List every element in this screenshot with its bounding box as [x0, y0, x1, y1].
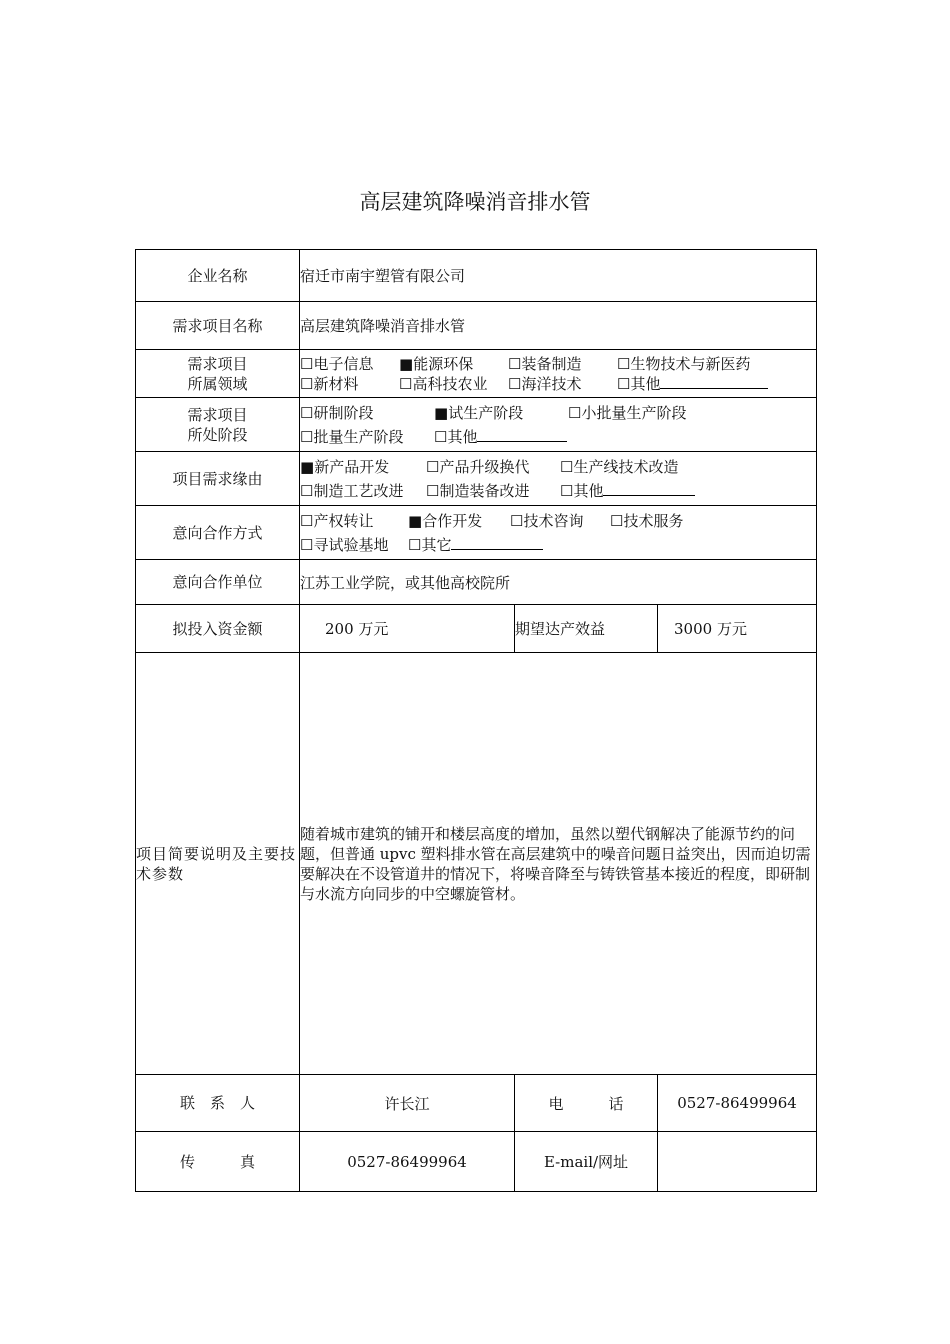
checkbox-icon: ☐ — [617, 354, 631, 373]
checkbox-checked-icon: ■ — [399, 354, 414, 373]
contact-person-label: 联 系 人 — [136, 1075, 300, 1132]
checkbox-icon: ☐ — [560, 481, 574, 500]
fill-in-blank[interactable] — [603, 481, 695, 496]
stage-option-small-batch[interactable]: ☐小批量生产阶段 — [568, 403, 687, 422]
domain-option-agriculture[interactable]: ☐高科技农业 — [399, 374, 488, 393]
fax-value: 0527-86499964 — [300, 1132, 515, 1192]
mode-option-consulting[interactable]: ☐技术咨询 — [510, 511, 584, 530]
checkbox-icon: ☐ — [510, 511, 524, 530]
reason-option-upgrade[interactable]: ☐产品升级换代 — [426, 457, 530, 476]
fax-row — [136, 1132, 817, 1192]
domain-label-line2: 所属领域 — [187, 374, 248, 393]
domain-option-energy[interactable]: ■能源环保 — [399, 354, 474, 373]
checkbox-icon: ☐ — [300, 535, 314, 554]
domain-option-biotech[interactable]: ☐生物技术与新医药 — [617, 354, 751, 373]
domain-option-marine[interactable]: ☐海洋技术 — [508, 374, 582, 393]
reason-option-equipment[interactable]: ☐制造装备改进 — [426, 481, 530, 500]
company-label: 企业名称 — [136, 250, 300, 302]
benefit-label: 期望达产效益 — [515, 605, 658, 653]
reason-option-process[interactable]: ☐制造工艺改进 — [300, 481, 404, 500]
description-label: 项目简要说明及主要技术参数 — [136, 653, 300, 1075]
investment-value: 200 万元 — [300, 605, 515, 653]
phone-value: 0527-86499964 — [658, 1075, 817, 1132]
stage-option-mass[interactable]: ☐批量生产阶段 — [300, 427, 404, 446]
domain-option-other[interactable]: ☐其他 — [617, 374, 768, 394]
domain-option-materials[interactable]: ☐新材料 — [300, 374, 359, 393]
project-name-value: 高层建筑降噪消音排水管 — [300, 302, 817, 350]
company-value: 宿迁市南宇塑管有限公司 — [300, 250, 817, 302]
checkbox-icon: ☐ — [568, 403, 582, 422]
mode-option-transfer[interactable]: ☐产权转让 — [300, 511, 374, 530]
checkbox-checked-icon: ■ — [434, 403, 449, 422]
description-row — [136, 653, 817, 1075]
checkbox-icon: ☐ — [610, 511, 624, 530]
reason-options — [300, 452, 817, 506]
checkbox-icon: ☐ — [300, 481, 314, 500]
checkbox-checked-icon: ■ — [408, 511, 423, 530]
stage-option-other[interactable]: ☐其他 — [434, 425, 567, 449]
fax-label: 传 真 — [136, 1132, 300, 1192]
stage-label-line2: 所处阶段 — [187, 425, 248, 444]
reason-option-other[interactable]: ☐其他 — [560, 479, 695, 503]
page-title: 高层建筑降噪消音排水管 — [359, 190, 591, 214]
checkbox-icon: ☐ — [408, 535, 422, 554]
stage-option-research[interactable]: ☐研制阶段 — [300, 403, 374, 422]
domain-label — [136, 350, 300, 398]
checkbox-checked-icon: ■ — [300, 457, 315, 476]
cooperation-unit-row — [136, 560, 817, 605]
cooperation-mode-options — [300, 506, 817, 560]
investment-label: 拟投入资金额 — [136, 605, 300, 653]
checkbox-icon: ☐ — [300, 354, 314, 373]
checkbox-icon: ☐ — [426, 481, 440, 500]
stage-option-trial[interactable]: ■试生产阶段 — [434, 403, 524, 422]
domain-row — [136, 350, 817, 398]
cooperation-unit-value: 江苏工业学院，或其他高校院所 — [300, 560, 817, 605]
reason-option-new-product[interactable]: ■新产品开发 — [300, 457, 390, 476]
investment-row — [136, 605, 817, 653]
fill-in-blank[interactable] — [451, 535, 543, 550]
email-value — [658, 1132, 817, 1192]
checkbox-icon: ☐ — [508, 354, 522, 373]
fill-in-blank[interactable] — [477, 427, 567, 442]
domain-option-electronics[interactable]: ☐电子信息 — [300, 354, 374, 373]
mode-option-other[interactable]: ☐其它 — [408, 533, 543, 557]
cooperation-mode-row — [136, 506, 817, 560]
checkbox-icon: ☐ — [300, 511, 314, 530]
contact-row — [136, 1075, 817, 1132]
cooperation-mode-label: 意向合作方式 — [136, 506, 300, 560]
fill-in-blank[interactable] — [660, 374, 768, 389]
domain-label-line1: 需求项目 — [187, 354, 248, 373]
contact-person-value: 许长江 — [300, 1075, 515, 1132]
mode-option-test-base[interactable]: ☐寻试验基地 — [300, 535, 389, 554]
reason-label: 项目需求缘由 — [136, 452, 300, 506]
checkbox-icon: ☐ — [560, 457, 574, 476]
email-label: E-mail/网址 — [515, 1132, 658, 1192]
requirement-form — [135, 249, 817, 1192]
phone-label: 电 话 — [515, 1075, 658, 1132]
stage-row — [136, 398, 817, 452]
stage-label-line1: 需求项目 — [187, 405, 248, 424]
reason-option-line-upgrade[interactable]: ☐生产线技术改造 — [560, 457, 679, 476]
reason-row — [136, 452, 817, 506]
checkbox-icon: ☐ — [508, 374, 522, 393]
checkbox-icon: ☐ — [617, 374, 631, 393]
checkbox-icon: ☐ — [426, 457, 440, 476]
checkbox-icon: ☐ — [300, 427, 314, 446]
checkbox-icon: ☐ — [399, 374, 413, 393]
cooperation-unit-label: 意向合作单位 — [136, 560, 300, 605]
checkbox-icon: ☐ — [300, 374, 314, 393]
benefit-value: 3000 万元 — [658, 605, 817, 653]
domain-option-equipment[interactable]: ☐装备制造 — [508, 354, 582, 373]
description-text: 随着城市建筑的铺开和楼层高度的增加，虽然以塑代钢解决了能源节约的问题，但普通 upvc 塑料排水管在高层建筑中的噪音问题日益突出，因而迫切需要解决在不设管道井的情况下，将噪音降至与铸铁管基本接近的程度，即研制与水流方向同步的中空螺旋管材。 — [300, 653, 817, 1075]
domain-options — [300, 350, 817, 398]
mode-option-joint-dev[interactable]: ■合作开发 — [408, 511, 483, 530]
stage-options — [300, 398, 817, 452]
mode-option-service[interactable]: ☐技术服务 — [610, 511, 684, 530]
checkbox-icon: ☐ — [434, 427, 448, 446]
checkbox-icon: ☐ — [300, 403, 314, 422]
company-row — [136, 250, 817, 302]
stage-label — [136, 398, 300, 452]
project-name-label: 需求项目名称 — [136, 302, 300, 350]
project-name-row — [136, 302, 817, 350]
